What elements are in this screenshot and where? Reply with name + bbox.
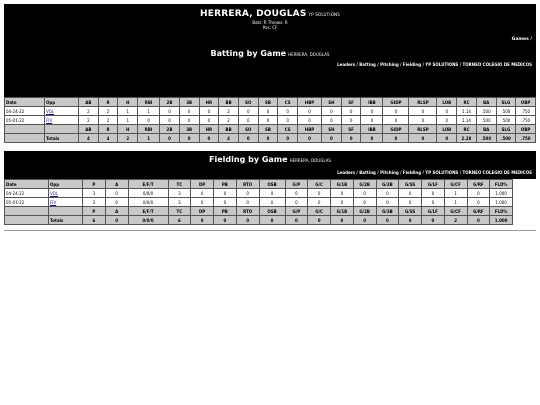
fld-cell: 0	[467, 189, 490, 198]
fld-col-header-12: G/1B	[331, 180, 354, 189]
opponent-cell	[45, 107, 79, 116]
bat-cell: 0	[138, 116, 160, 125]
bat-cell: 1	[118, 107, 138, 116]
fld-cell: 3	[168, 189, 191, 198]
bat-col-header-14: SH	[322, 98, 342, 107]
fld-foot-header-3: A	[105, 207, 128, 216]
fld-cell: 0	[105, 198, 128, 207]
bat-foot-header-0	[5, 125, 45, 134]
player-name-text: HERRERA, DOUGLAS	[200, 9, 307, 19]
batting-header	[4, 4, 536, 97]
bat-col-header-7: 3B	[179, 98, 199, 107]
bat-cell: 0	[258, 107, 278, 116]
player-team: YP SOLUTIONS	[308, 12, 340, 17]
bat-col-header-2: AB	[79, 98, 99, 107]
bat-foot-header-15: SF	[341, 125, 361, 134]
fld-total-9: 0	[259, 216, 285, 225]
fld-foot-header-7: PB	[214, 207, 237, 216]
fld-foot-header-1	[49, 207, 83, 216]
fld-cell: 0	[331, 189, 354, 198]
fld-foot-header-0	[5, 207, 49, 216]
fld-cell: 0/0/0	[128, 198, 168, 207]
fld-col-header-8: RTO	[236, 180, 259, 189]
fld-total-4: 0/0/0	[128, 216, 168, 225]
bat-cell: .500	[496, 107, 516, 116]
bat-cell: 2	[219, 107, 239, 116]
bat-cell: .500	[496, 116, 516, 125]
bat-foot-header-13: HBP	[298, 125, 322, 134]
bat-cell: 0	[179, 107, 199, 116]
bat-total-18: 0	[409, 134, 437, 143]
fld-total-3: 0	[105, 216, 128, 225]
bat-cell: 0	[409, 116, 437, 125]
fld-foot-header-9: OSB	[259, 207, 285, 216]
bat-total-12: 0	[278, 134, 298, 143]
bat-cell: 1.14	[457, 116, 477, 125]
fld-total-16: 0	[422, 216, 445, 225]
bat-foot-header-5: RBI	[138, 125, 160, 134]
fld-col-header-6: DP	[191, 180, 214, 189]
fld-cell: 0	[376, 189, 399, 198]
batting-title-text: Batting by Game	[210, 49, 287, 58]
bat-col-header-8: HR	[199, 98, 219, 107]
fld-foot-header-17: G/CF	[444, 207, 467, 216]
fld-cell: 0	[308, 189, 331, 198]
fld-cell: 0	[214, 189, 237, 198]
bat-col-header-19: LOB	[437, 98, 457, 107]
bat-foot-header-17: GIDP	[383, 125, 409, 134]
bat-footer-header-row	[5, 125, 536, 134]
bat-cell: 0	[298, 107, 322, 116]
fld-cell: 0	[191, 198, 214, 207]
bat-cell: 0	[383, 116, 409, 125]
bat-foot-header-3: R	[98, 125, 118, 134]
bat-total-19: 0	[437, 134, 457, 143]
fld-total-12: 0	[331, 216, 354, 225]
bat-cell: 0	[160, 116, 180, 125]
bat-col-header-23: OBP	[516, 98, 536, 107]
bat-total-2: 4	[79, 134, 99, 143]
fld-foot-header-6: DP	[191, 207, 214, 216]
bat-col-header-13: HBP	[298, 98, 322, 107]
bat-col-header-17: GIDP	[383, 98, 409, 107]
fld-cell: 0	[236, 198, 259, 207]
bat-col-header-0: Date	[5, 98, 45, 107]
bat-cell: 0	[199, 116, 219, 125]
bat-cell: 0	[361, 107, 383, 116]
fld-cell: 3	[168, 198, 191, 207]
fld-foot-header-12: G/1B	[331, 207, 354, 216]
fld-cell: 3	[83, 189, 106, 198]
fld-total-0	[5, 216, 49, 225]
fld-totals-row	[5, 216, 536, 225]
fld-col-header-3: A	[105, 180, 128, 189]
table-row	[5, 116, 536, 125]
fld-cell: 0	[422, 189, 445, 198]
bat-foot-header-16: IBB	[361, 125, 383, 134]
bat-col-header-5: RBI	[138, 98, 160, 107]
bat-cell: 0	[437, 107, 457, 116]
fld-total-18: 0	[467, 216, 490, 225]
bat-cell: 0	[298, 116, 322, 125]
fld-foot-header-5: TC	[168, 207, 191, 216]
batting-subtitle: HERRERA, DOUGLAS	[288, 52, 330, 57]
position: Pos: CF	[262, 25, 278, 30]
bat-total-6: 0	[160, 134, 180, 143]
opponent-link[interactable]: VOL	[50, 190, 59, 196]
batting-nav[interactable]: Leaders / Batting / Pitching / Fielding / YP SOLUTIONS / TORNEO COLEGIO DE MEDICOS	[337, 62, 532, 67]
bat-cell: 0	[437, 116, 457, 125]
fld-col-header-9: OSB	[259, 180, 285, 189]
fld-col-header-1: Opp	[49, 180, 83, 189]
opponent-cell	[45, 116, 79, 125]
bat-cell: 05-01-22	[5, 116, 45, 125]
fld-total-8: 0	[236, 216, 259, 225]
player-info	[5, 20, 535, 30]
fld-col-header-2: P	[83, 180, 106, 189]
games-link[interactable]: Games /	[511, 37, 532, 42]
bat-total-4: 2	[118, 134, 138, 143]
bat-col-header-15: SF	[341, 98, 361, 107]
bat-foot-header-6: 2B	[160, 125, 180, 134]
fld-total-13: 0	[353, 216, 376, 225]
fld-foot-header-15: G/SS	[399, 207, 422, 216]
bat-cell: 0	[383, 107, 409, 116]
bat-cell: .750	[516, 107, 536, 116]
fld-col-header-14: G/3B	[376, 180, 399, 189]
fld-cell: 1.000	[490, 189, 513, 198]
bat-cell: 0	[238, 116, 258, 125]
bat-cell: 0	[322, 107, 342, 116]
bat-cell: 0	[238, 107, 258, 116]
fld-col-header-19: FLD%	[490, 180, 513, 189]
bat-foot-header-22: SLG	[496, 125, 516, 134]
bat-cell: .500	[476, 116, 496, 125]
fielding-title-text: Fielding by Game	[209, 155, 288, 164]
bat-total-8: 0	[199, 134, 219, 143]
fld-col-header-17: G/CF	[444, 180, 467, 189]
fld-cell: 0	[353, 189, 376, 198]
fld-foot-header-16: G/LF	[422, 207, 445, 216]
fld-total-1: Totals	[49, 216, 83, 225]
fld-cell: 0	[236, 189, 259, 198]
bat-foot-header-20: RC	[457, 125, 477, 134]
bat-cell: 1	[138, 107, 160, 116]
fld-col-header-5: TC	[168, 180, 191, 189]
fld-col-header-4: E/F/T	[128, 180, 168, 189]
fld-cell: 04-24-22	[5, 189, 49, 198]
bat-col-header-18: RLSP	[409, 98, 437, 107]
opponent-cell	[49, 189, 83, 198]
opponent-link[interactable]: VOL	[46, 108, 55, 114]
fld-cell: 0	[285, 198, 308, 207]
bat-col-header-1: Opp	[45, 98, 79, 107]
fld-cell: 0	[105, 189, 128, 198]
fld-cell: 1.000	[490, 198, 513, 207]
bat-total-3: 4	[98, 134, 118, 143]
table-row	[5, 189, 536, 198]
fld-col-header-18: G/RF	[467, 180, 490, 189]
bat-col-header-22: SLG	[496, 98, 516, 107]
bat-cell: 2	[98, 116, 118, 125]
bat-foot-header-8: HR	[199, 125, 219, 134]
bat-foot-header-19: LOB	[437, 125, 457, 134]
fld-total-17: 2	[444, 216, 467, 225]
bat-total-13: 0	[298, 134, 322, 143]
fld-cell: 05-01-22	[5, 198, 49, 207]
fld-foot-header-13: G/2B	[353, 207, 376, 216]
bat-foot-header-9: BB	[219, 125, 239, 134]
bat-foot-header-23: OBP	[516, 125, 536, 134]
fld-total-15: 0	[399, 216, 422, 225]
bat-col-header-4: H	[118, 98, 138, 107]
fld-cell: 0	[376, 198, 399, 207]
batting-title	[5, 49, 535, 58]
bat-total-11: 0	[258, 134, 278, 143]
fld-foot-header-10: G/P	[285, 207, 308, 216]
bat-foot-header-12: CS	[278, 125, 298, 134]
bat-cell: .750	[516, 116, 536, 125]
bat-cell: 0	[341, 116, 361, 125]
fld-total-2: 6	[83, 216, 106, 225]
bat-col-header-9: BB	[219, 98, 239, 107]
fld-foot-header-2: P	[83, 207, 106, 216]
bat-total-16: 0	[361, 134, 383, 143]
bat-total-21: .500	[476, 134, 496, 143]
fld-foot-header-18: G/RF	[467, 207, 490, 216]
fld-cell: 1	[444, 189, 467, 198]
bat-total-23: .750	[516, 134, 536, 143]
bat-total-0	[5, 134, 45, 143]
fld-cell: 0	[353, 198, 376, 207]
bat-cell: .500	[476, 107, 496, 116]
footer-divider	[4, 230, 536, 231]
fld-foot-header-19: FLD%	[490, 207, 513, 216]
bat-col-header-10: SO	[238, 98, 258, 107]
bat-foot-header-21: BA	[476, 125, 496, 134]
fielding-title	[5, 155, 535, 164]
fld-total-5: 6	[168, 216, 191, 225]
bat-col-header-16: IBB	[361, 98, 383, 107]
bat-cell: 0	[199, 107, 219, 116]
bat-cell: 2	[98, 107, 118, 116]
bat-header-row	[5, 98, 536, 107]
fld-total-14: 0	[376, 216, 399, 225]
table-row	[5, 107, 536, 116]
batting-table	[4, 97, 536, 143]
table-row	[5, 198, 536, 207]
fld-cell: 1	[444, 198, 467, 207]
fld-total-11: 0	[308, 216, 331, 225]
bat-totals-row	[5, 134, 536, 143]
bat-cell: 2	[79, 116, 99, 125]
bat-cell: 0	[341, 107, 361, 116]
bat-total-14: 0	[322, 134, 342, 143]
bat-cell: 0	[278, 116, 298, 125]
fld-cell: 0	[467, 198, 490, 207]
fld-cell: 0	[259, 198, 285, 207]
fielding-subtitle: HERRERA, DOUGLAS	[289, 158, 331, 163]
bat-col-header-12: CS	[278, 98, 298, 107]
fld-cell: 0	[259, 189, 285, 198]
fld-cell: 0	[308, 198, 331, 207]
fielding-nav[interactable]: Leaders / Batting / Pitching / Fielding / YP SOLUTIONS / TORNEO COLEGIO DE MEDICOS	[337, 170, 532, 175]
bat-cell: 0	[361, 116, 383, 125]
fld-cell: 0	[399, 198, 422, 207]
bat-col-header-3: R	[98, 98, 118, 107]
fld-col-header-10: G/P	[285, 180, 308, 189]
bat-total-22: .500	[496, 134, 516, 143]
fld-total-6: 0	[191, 216, 214, 225]
page	[4, 0, 536, 231]
bats-throws: Bats: R Throws: R	[252, 20, 288, 25]
fld-total-7: 0	[214, 216, 237, 225]
fld-cell: 3	[83, 198, 106, 207]
bat-foot-header-7: 3B	[179, 125, 199, 134]
bat-foot-header-10: SO	[238, 125, 258, 134]
fld-col-header-7: PB	[214, 180, 237, 189]
bat-cell: 1.14	[457, 107, 477, 116]
fielding-table	[4, 179, 536, 225]
fld-col-header-15: G/SS	[399, 180, 422, 189]
bat-cell: 0	[160, 107, 180, 116]
fld-foot-header-4: E/F/T	[128, 207, 168, 216]
bat-total-17: 0	[383, 134, 409, 143]
fld-cell: 0	[399, 189, 422, 198]
fld-cell: 0	[331, 198, 354, 207]
bat-total-9: 4	[219, 134, 239, 143]
bat-cell: 1	[118, 116, 138, 125]
bat-foot-header-18: RLSP	[409, 125, 437, 134]
bat-foot-header-2: AB	[79, 125, 99, 134]
bat-cell: 0	[409, 107, 437, 116]
fld-cell: 0	[214, 198, 237, 207]
bat-cell: 0	[322, 116, 342, 125]
opponent-link[interactable]: FIV	[50, 199, 57, 205]
bat-col-header-11: SB	[258, 98, 278, 107]
fld-foot-header-14: G/3B	[376, 207, 399, 216]
fld-col-header-13: G/2B	[353, 180, 376, 189]
bat-foot-header-14: SH	[322, 125, 342, 134]
fld-cell: 0	[422, 198, 445, 207]
bat-cell: 0	[258, 116, 278, 125]
bat-foot-header-4: H	[118, 125, 138, 134]
bat-cell: 0	[278, 107, 298, 116]
fld-footer-header-row	[5, 207, 536, 216]
bat-col-header-21: BA	[476, 98, 496, 107]
fld-cell: 0	[191, 189, 214, 198]
fld-foot-header-11: G/C	[308, 207, 331, 216]
fld-col-header-0: Date	[5, 180, 49, 189]
bat-foot-header-1	[45, 125, 79, 134]
fld-total-19: 1.000	[490, 216, 513, 225]
fld-col-header-16: G/LF	[422, 180, 445, 189]
player-name	[5, 9, 535, 19]
bat-col-header-20: RC	[457, 98, 477, 107]
fld-total-10: 0	[285, 216, 308, 225]
bat-cell: 0	[179, 116, 199, 125]
bat-total-10: 0	[238, 134, 258, 143]
bat-cell: 2	[219, 116, 239, 125]
fld-cell: 0/0/0	[128, 189, 168, 198]
fld-col-header-11: G/C	[308, 180, 331, 189]
bat-total-15: 0	[341, 134, 361, 143]
bat-col-header-6: 2B	[160, 98, 180, 107]
bat-foot-header-11: SB	[258, 125, 278, 134]
fielding-header	[4, 151, 536, 179]
bat-cell: 04-24-22	[5, 107, 45, 116]
bat-total-20: 2.28	[457, 134, 477, 143]
bat-total-7: 0	[179, 134, 199, 143]
fld-header-row	[5, 180, 536, 189]
fld-foot-header-8: RTO	[236, 207, 259, 216]
fld-cell: 0	[285, 189, 308, 198]
opponent-link[interactable]: FIV	[46, 117, 53, 123]
bat-total-1: Totals	[45, 134, 79, 143]
bat-total-5: 1	[138, 134, 160, 143]
bat-cell: 2	[79, 107, 99, 116]
opponent-cell	[49, 198, 83, 207]
